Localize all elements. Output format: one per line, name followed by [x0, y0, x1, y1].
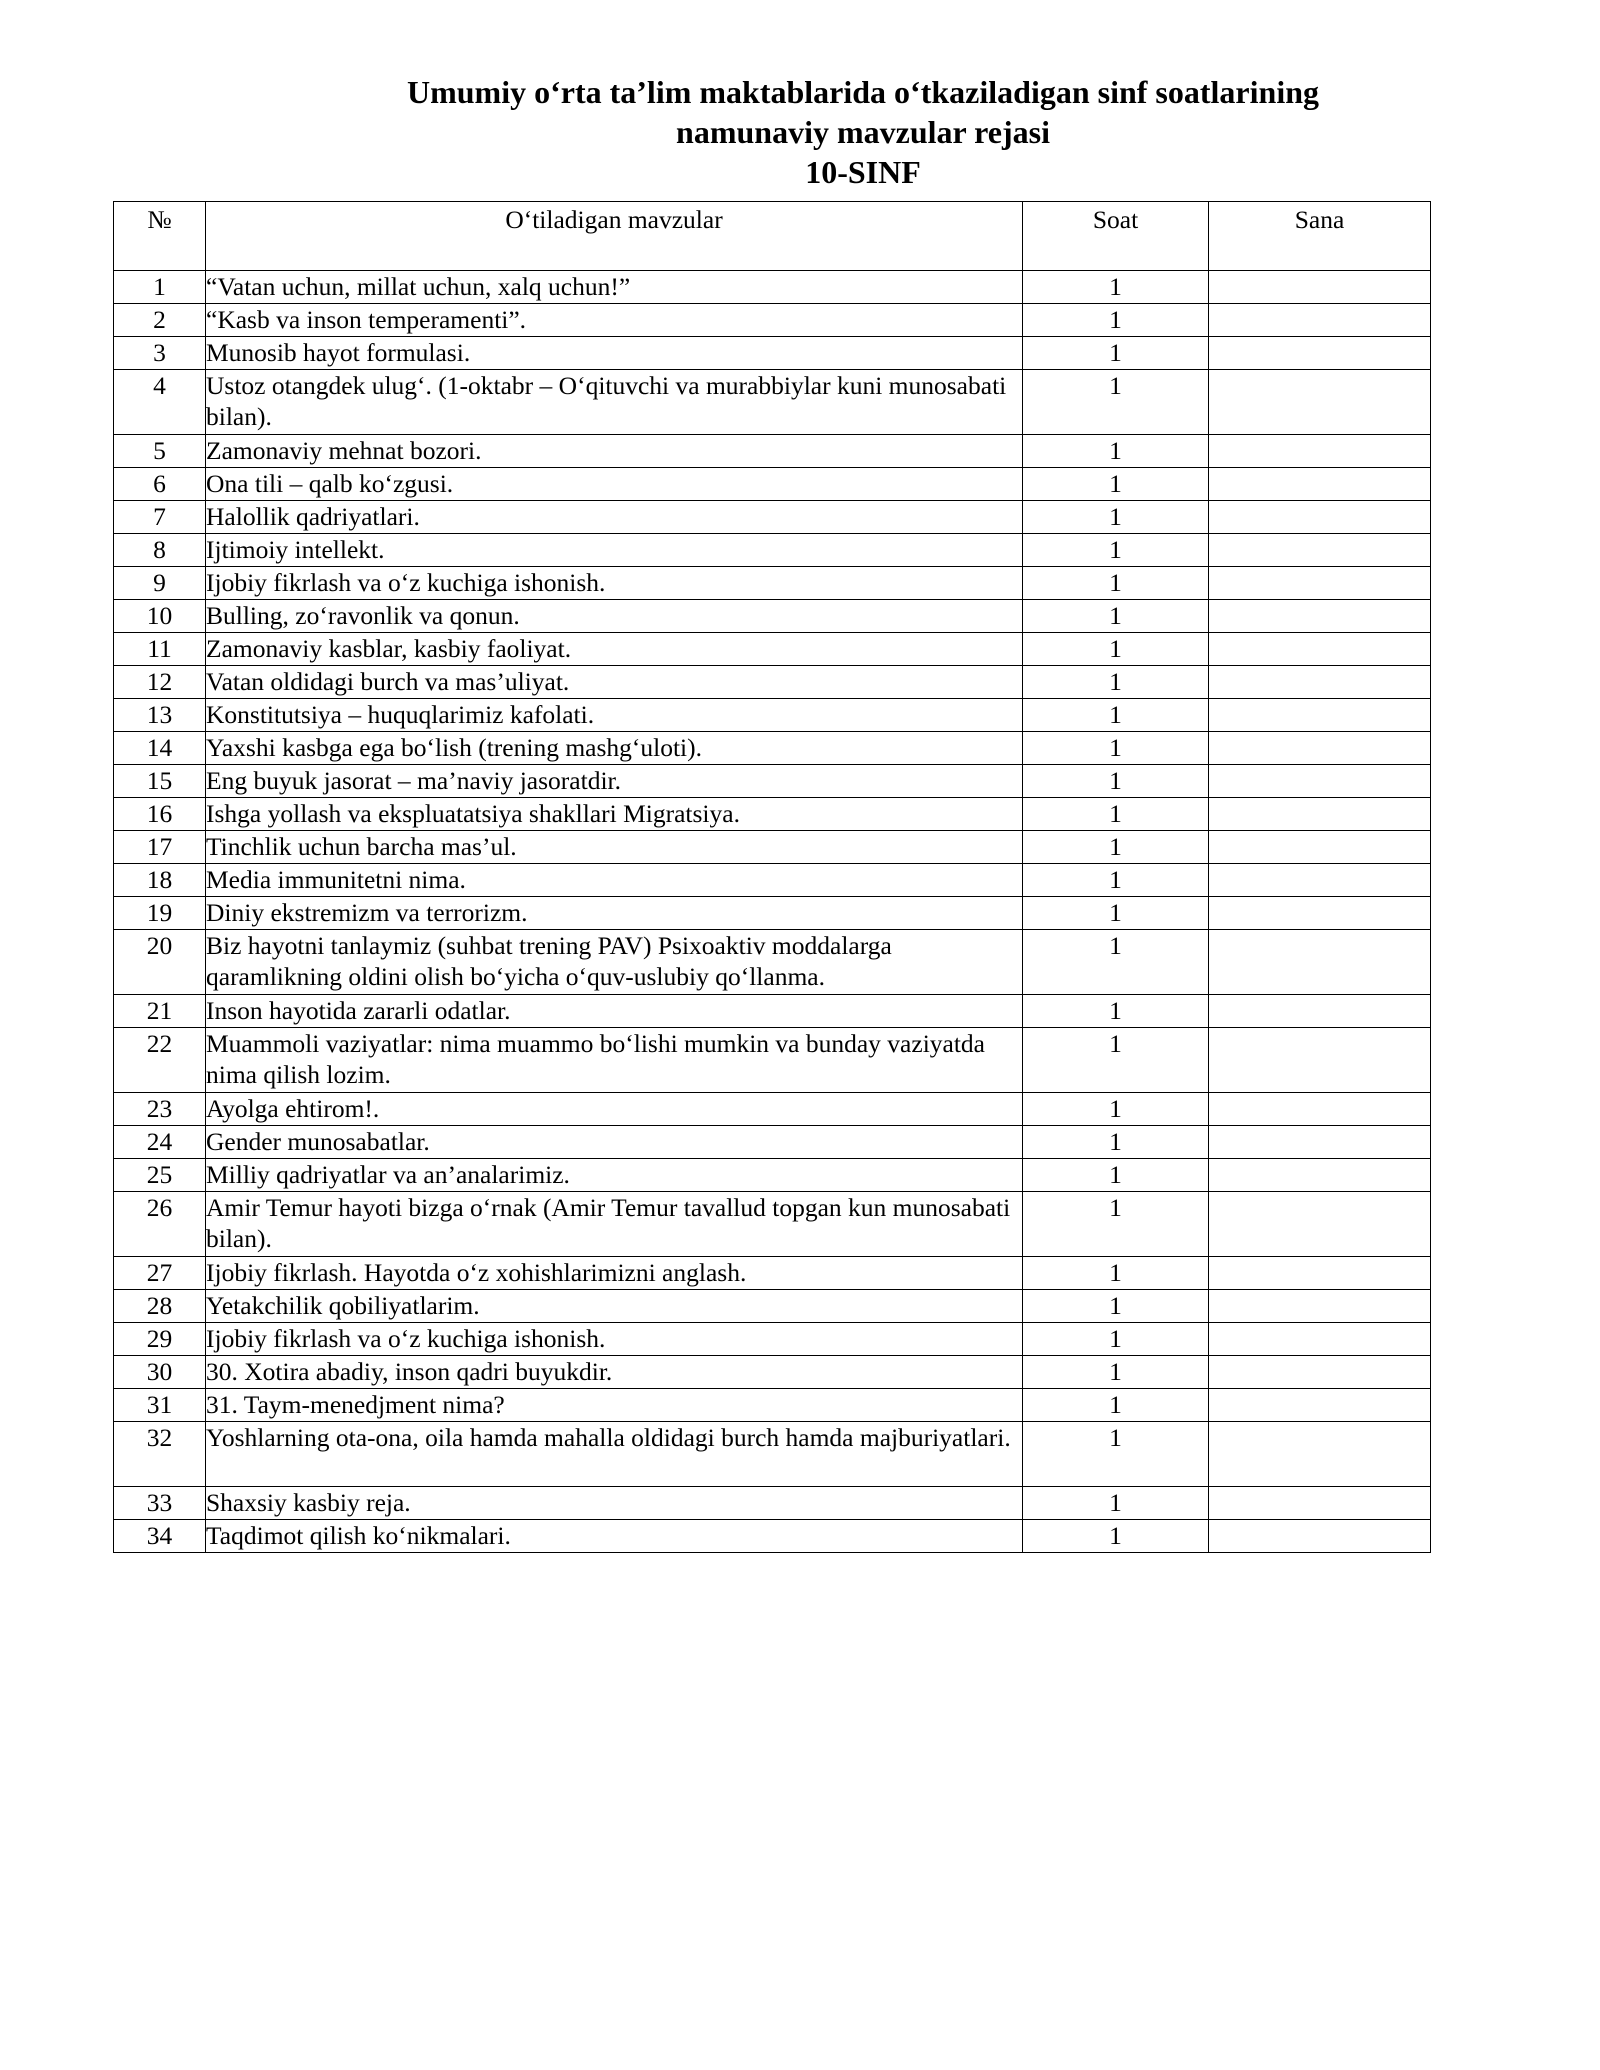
row-hours: 1: [1023, 633, 1209, 666]
row-date: [1209, 1192, 1431, 1257]
row-date: [1209, 1126, 1431, 1159]
row-topic: Milliy qadriyatlar va an’analarimiz.: [206, 1159, 1023, 1192]
row-topic: Ayolga ehtirom!.: [206, 1093, 1023, 1126]
row-date: [1209, 995, 1431, 1028]
table-row: [114, 995, 1431, 1028]
header-date: Sana: [1209, 202, 1431, 271]
row-topic: Taqdimot qilish ko‘nikmalari.: [206, 1520, 1023, 1553]
header-number: №: [114, 202, 206, 271]
row-hours: 1: [1023, 798, 1209, 831]
row-topic: Halollik qadriyatlari.: [206, 501, 1023, 534]
row-date: [1209, 831, 1431, 864]
row-date: [1209, 1028, 1431, 1093]
row-topic: Ijobiy fikrlash va o‘z kuchiga ishonish.: [206, 1323, 1023, 1356]
row-topic: Yetakchilik qobiliyatlarim.: [206, 1290, 1023, 1323]
row-number: 10: [114, 600, 206, 633]
row-date: [1209, 864, 1431, 897]
row-topic: 30. Xotira abadiy, inson qadri buyukdir.: [206, 1356, 1023, 1389]
table-row: [114, 1192, 1431, 1257]
row-number: 5: [114, 435, 206, 468]
row-hours: 1: [1023, 501, 1209, 534]
row-hours: 1: [1023, 1389, 1209, 1422]
row-hours: 1: [1023, 1192, 1209, 1257]
row-hours: 1: [1023, 1487, 1209, 1520]
row-topic: Inson hayotida zararli odatlar.: [206, 995, 1023, 1028]
row-hours: 1: [1023, 864, 1209, 897]
title-grade: 10-SINF: [805, 154, 921, 190]
row-topic: Zamonaviy kasblar, kasbiy faoliyat.: [206, 633, 1023, 666]
row-hours: 1: [1023, 600, 1209, 633]
row-date: [1209, 666, 1431, 699]
row-topic: Ishga yollash va ekspluatatsiya shakllari Migratsiya.: [206, 798, 1023, 831]
row-hours: 1: [1023, 337, 1209, 370]
row-date: [1209, 930, 1431, 995]
table-row: [114, 897, 1431, 930]
row-hours: 1: [1023, 831, 1209, 864]
row-number: 19: [114, 897, 206, 930]
row-hours: 1: [1023, 897, 1209, 930]
row-topic: Ijobiy fikrlash. Hayotda o‘z xohishlarimizni anglash.: [206, 1257, 1023, 1290]
table-row: [114, 732, 1431, 765]
row-date: [1209, 798, 1431, 831]
table-row: [114, 798, 1431, 831]
row-date: [1209, 1093, 1431, 1126]
topics-table: [113, 201, 1431, 1553]
document-title: [213, 72, 1513, 192]
row-hours: 1: [1023, 567, 1209, 600]
table-row: [114, 271, 1431, 304]
row-hours: 1: [1023, 1159, 1209, 1192]
row-hours: 1: [1023, 699, 1209, 732]
table-row: [114, 337, 1431, 370]
table-row: [114, 534, 1431, 567]
table-row: [114, 831, 1431, 864]
row-number: 24: [114, 1126, 206, 1159]
row-number: 9: [114, 567, 206, 600]
row-date: [1209, 699, 1431, 732]
row-number: 33: [114, 1487, 206, 1520]
row-number: 12: [114, 666, 206, 699]
table-row: [114, 1520, 1431, 1553]
row-date: [1209, 271, 1431, 304]
row-date: [1209, 1290, 1431, 1323]
row-number: 3: [114, 337, 206, 370]
row-number: 1: [114, 271, 206, 304]
row-number: 17: [114, 831, 206, 864]
row-date: [1209, 732, 1431, 765]
table-row: [114, 666, 1431, 699]
row-date: [1209, 337, 1431, 370]
row-topic: Ona tili – qalb ko‘zgusi.: [206, 468, 1023, 501]
title-line-1: Umumiy o‘rta ta’lim maktablarida o‘tkaziladigan sinf soatlarining: [406, 74, 1319, 110]
row-topic: Diniy ekstremizm va terrorizm.: [206, 897, 1023, 930]
table-row: [114, 1356, 1431, 1389]
row-hours: 1: [1023, 271, 1209, 304]
row-date: [1209, 1389, 1431, 1422]
row-number: 28: [114, 1290, 206, 1323]
table-header-row: [114, 202, 1431, 271]
table-row: [114, 864, 1431, 897]
row-date: [1209, 1159, 1431, 1192]
table-row: [114, 567, 1431, 600]
row-number: 8: [114, 534, 206, 567]
row-number: 2: [114, 304, 206, 337]
row-date: [1209, 468, 1431, 501]
table-row: [114, 1257, 1431, 1290]
row-hours: 1: [1023, 534, 1209, 567]
table-row: [114, 370, 1431, 435]
row-date: [1209, 1422, 1431, 1487]
row-number: 23: [114, 1093, 206, 1126]
table-row: [114, 699, 1431, 732]
row-topic: Munosib hayot formulasi.: [206, 337, 1023, 370]
row-number: 25: [114, 1159, 206, 1192]
title-line-2: namunaviy mavzular rejasi: [676, 114, 1050, 150]
row-hours: 1: [1023, 995, 1209, 1028]
row-number: 21: [114, 995, 206, 1028]
row-number: 16: [114, 798, 206, 831]
row-topic: Konstitutsiya – huquqlarimiz kafolati.: [206, 699, 1023, 732]
table-row: [114, 600, 1431, 633]
row-hours: 1: [1023, 1290, 1209, 1323]
table-row: [114, 1422, 1431, 1487]
row-date: [1209, 435, 1431, 468]
row-number: 11: [114, 633, 206, 666]
row-topic: Gender munosabatlar.: [206, 1126, 1023, 1159]
row-number: 18: [114, 864, 206, 897]
row-date: [1209, 633, 1431, 666]
row-topic: “Vatan uchun, millat uchun, xalq uchun!”: [206, 271, 1023, 304]
row-topic: Yaxshi kasbga ega bo‘lish (trening mashg‘uloti).: [206, 732, 1023, 765]
table-row: [114, 1389, 1431, 1422]
row-hours: 1: [1023, 435, 1209, 468]
table-row: [114, 1290, 1431, 1323]
row-number: 4: [114, 370, 206, 435]
row-topic: Zamonaviy mehnat bozori.: [206, 435, 1023, 468]
row-hours: 1: [1023, 1126, 1209, 1159]
row-hours: 1: [1023, 765, 1209, 798]
row-topic: Vatan oldidagi burch va mas’uliyat.: [206, 666, 1023, 699]
table-row: [114, 304, 1431, 337]
row-topic: Ijtimoiy intellekt.: [206, 534, 1023, 567]
header-topics: O‘tiladigan mavzular: [206, 202, 1023, 271]
table-row: [114, 633, 1431, 666]
row-number: 32: [114, 1422, 206, 1487]
row-hours: 1: [1023, 732, 1209, 765]
row-date: [1209, 897, 1431, 930]
row-topic: Biz hayotni tanlaymiz (suhbat trening PAV) Psixoaktiv moddalarga qaramlikning oldini olish bo‘yicha o‘quv-uslubiy qo‘llanma.: [206, 930, 1023, 995]
table-row: [114, 1093, 1431, 1126]
row-number: 27: [114, 1257, 206, 1290]
row-topic: “Kasb va inson temperamenti”.: [206, 304, 1023, 337]
table-row: [114, 1028, 1431, 1093]
row-number: 20: [114, 930, 206, 995]
row-date: [1209, 1257, 1431, 1290]
row-topic: Shaxsiy kasbiy reja.: [206, 1487, 1023, 1520]
row-topic: Media immunitetni nima.: [206, 864, 1023, 897]
table-row: [114, 468, 1431, 501]
row-date: [1209, 1487, 1431, 1520]
row-number: 34: [114, 1520, 206, 1553]
row-number: 30: [114, 1356, 206, 1389]
table-row: [114, 1126, 1431, 1159]
table-row: [114, 501, 1431, 534]
row-date: [1209, 1356, 1431, 1389]
row-topic: Amir Temur hayoti bizga o‘rnak (Amir Temur tavallud topgan kun munosabati bilan).: [206, 1192, 1023, 1257]
table-row: [114, 765, 1431, 798]
row-date: [1209, 501, 1431, 534]
row-hours: 1: [1023, 666, 1209, 699]
row-topic: Tinchlik uchun barcha mas’ul.: [206, 831, 1023, 864]
row-number: 15: [114, 765, 206, 798]
row-topic: Ustoz otangdek ulug‘. (1-oktabr – O‘qituvchi va murabbiylar kuni munosabati bilan).: [206, 370, 1023, 435]
row-topic: Bulling, zo‘ravonlik va qonun.: [206, 600, 1023, 633]
row-hours: 1: [1023, 1422, 1209, 1487]
row-topic: Yoshlarning ota-ona, oila hamda mahalla oldidagi burch hamda majburiyatlari.: [206, 1422, 1023, 1487]
row-number: 31: [114, 1389, 206, 1422]
table-row: [114, 1487, 1431, 1520]
row-hours: 1: [1023, 370, 1209, 435]
table-row: [114, 930, 1431, 995]
row-topic: Muammoli vaziyatlar: nima muammo bo‘lishi mumkin va bunday vaziyatda nima qilish lozim.: [206, 1028, 1023, 1093]
row-number: 26: [114, 1192, 206, 1257]
row-number: 6: [114, 468, 206, 501]
row-hours: 1: [1023, 1356, 1209, 1389]
row-date: [1209, 534, 1431, 567]
row-number: 14: [114, 732, 206, 765]
row-hours: 1: [1023, 1257, 1209, 1290]
row-date: [1209, 304, 1431, 337]
row-number: 29: [114, 1323, 206, 1356]
row-hours: 1: [1023, 1093, 1209, 1126]
row-hours: 1: [1023, 1520, 1209, 1553]
row-hours: 1: [1023, 930, 1209, 995]
row-date: [1209, 1323, 1431, 1356]
row-date: [1209, 370, 1431, 435]
row-hours: 1: [1023, 304, 1209, 337]
row-date: [1209, 765, 1431, 798]
row-hours: 1: [1023, 1028, 1209, 1093]
row-hours: 1: [1023, 1323, 1209, 1356]
row-date: [1209, 1520, 1431, 1553]
row-hours: 1: [1023, 468, 1209, 501]
row-number: 13: [114, 699, 206, 732]
row-topic: Ijobiy fikrlash va o‘z kuchiga ishonish.: [206, 567, 1023, 600]
table-row: [114, 435, 1431, 468]
row-number: 22: [114, 1028, 206, 1093]
table-row: [114, 1159, 1431, 1192]
row-number: 7: [114, 501, 206, 534]
table-row: [114, 1323, 1431, 1356]
row-date: [1209, 600, 1431, 633]
row-topic: Eng buyuk jasorat – ma’naviy jasoratdir.: [206, 765, 1023, 798]
header-hours: Soat: [1023, 202, 1209, 271]
row-date: [1209, 567, 1431, 600]
row-topic: 31. Taym-menedjment nima?: [206, 1389, 1023, 1422]
